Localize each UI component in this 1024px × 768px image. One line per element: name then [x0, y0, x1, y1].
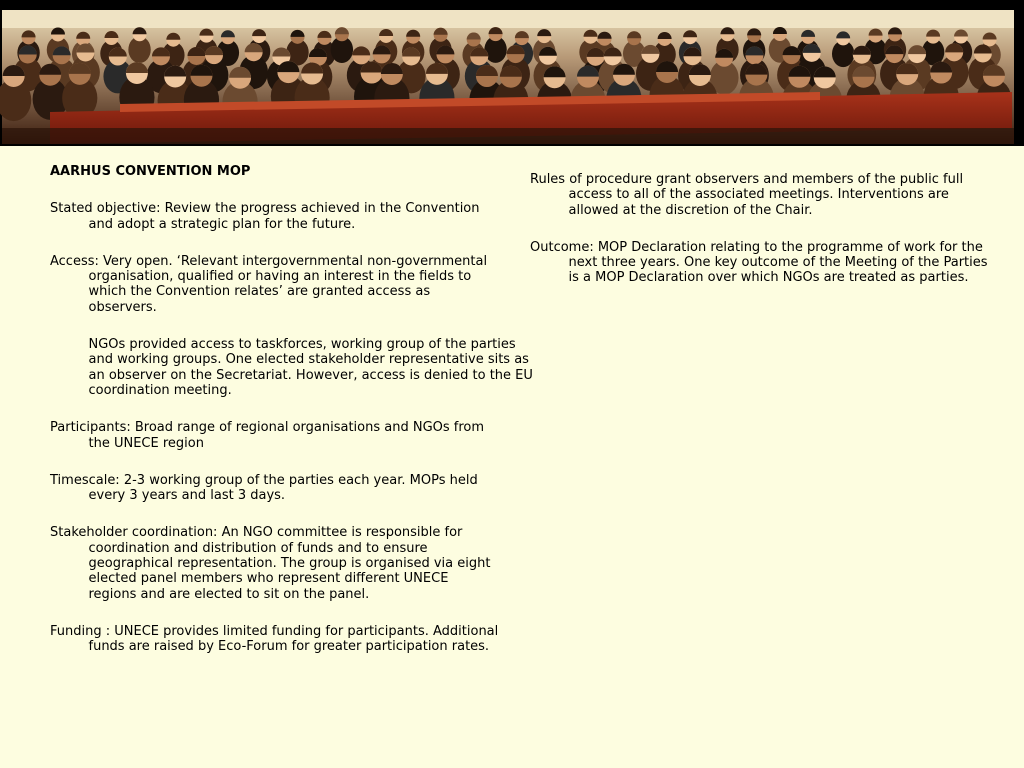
paragraph-stated-objective: Stated objective: Review the progress achieved in the Convention and adopt a strategic plan for the future. — [50, 201, 480, 232]
paragraph-timescale: Timescale: 2-3 working group of the parties each year. MOPs held every 3 years and last 3 days. — [50, 472, 478, 504]
paragraph-ngo-access: NGOs provided access to taskforces, working group of the parties and working groups. One elected stakeholder representative sits as an observer on the Secretariat. However, access is denied to the EU coordination meeting. — [88, 337, 533, 398]
left-text-column — [50, 164, 533, 677]
paragraph-stakeholder-coordination: Stakeholder coordination: An NGO committee is responsible for coordination and distribution of funds and to ensure geographical representation. The group is organised via eight elected panel members who represent different UNECE regions and are elected to sit on the panel. — [50, 525, 491, 602]
slide-title: AARHUS CONVENTION MOP — [50, 164, 251, 179]
paragraph-access: Access: Very open. ‘Relevant intergovernmental non-governmental organisation, qualified or having an interest in the fields to which the Convention relates’ are granted access as observers. — [50, 253, 488, 315]
paragraph-rules-of-procedure: Rules of procedure grant observers and members of the public full access to all of the associated meetings. Interventions are allowed at the discretion of the Chair. — [530, 172, 964, 218]
conference-hall-photo — [0, 0, 1024, 146]
paragraph-funding: Funding : UNECE provides limited funding for participants. Additional funds are raised by Eco-Forum for greater participation rates. — [50, 623, 499, 655]
right-text-column — [530, 172, 988, 308]
conference-banner-image — [0, 0, 1024, 146]
paragraph-participants: Participants: Broad range of regional organisations and NGOs from the UNECE region — [50, 420, 485, 451]
paragraph-outcome: Outcome: MOP Declaration relating to the programme of work for the next three years. One key outcome of the Meeting of the Parties is a MOP Declaration over which NGOs are treated as parties. — [530, 239, 988, 286]
